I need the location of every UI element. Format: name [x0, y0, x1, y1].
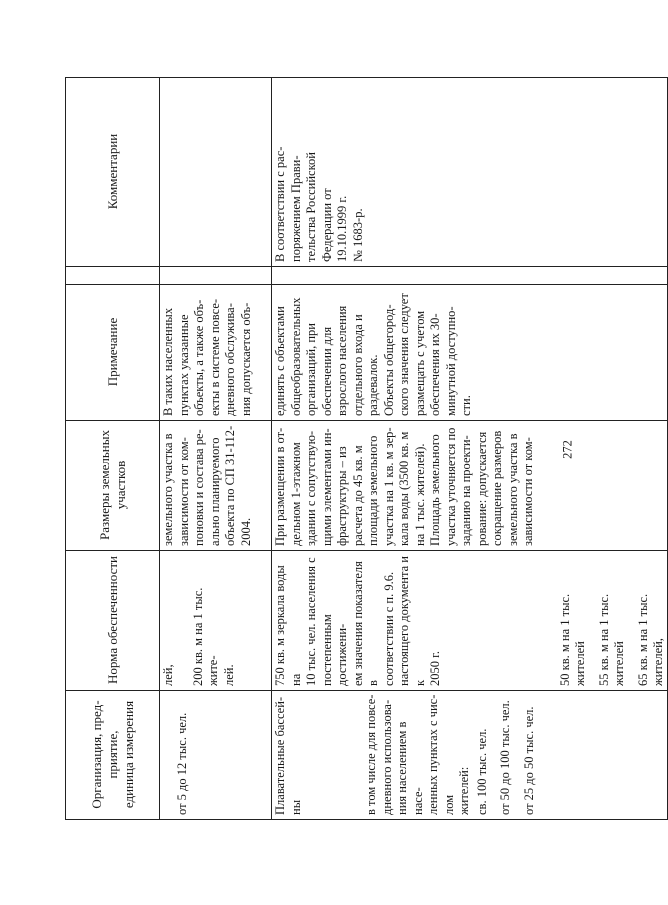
- standards-table: [65, 77, 668, 820]
- table-row: [160, 78, 272, 820]
- cell-organization: Плавательные бассей- ны в том числе для повсе- дневного использова- ния населением в насе- ленных пунктах с чис- лом жителей: св. 100 тыс. чел. от 50 до 100 тыс. чел. от 25 до 50 тыс. чел.: [272, 691, 668, 820]
- cell-comments: В соответствии с рас- поряжением Прави- тельства Российской Федерации от 19.10.1999 г. № 1683-р.: [272, 78, 668, 267]
- cell-norm: 750 кв. м зеркала воды на 10 тыс. чел. населения с постепенным достижени- ем значения показателя в соответствии с п. 9.6. настоящего документа и к 2050 г. 50 кв. м на 1 тыс. жителей 55 кв. м на 1 тыс. жителей 65 кв. м на 1 тыс. жителей,: [272, 551, 668, 691]
- cell-plot-size: При размещении в от- дельном 1-этажном здании с сопутствую- щими элементами ин- фраструктуры – из расчета до 45 кв. м площади земельного участка на 1 кв. м зер- кала воды (3500 кв. м на 1 тыс. жителей). Площадь земельного участка уточняется по заданию на проекти- рование: допускается сокращение размеров земельного участка в зависимости от ком-: [272, 421, 668, 551]
- header-comments: Комментарии: [66, 78, 160, 267]
- cell-note: В таких населенных пунктах указанные объекты, а также объ- екты в системе повсе- дневного обслужива- ния допускается объ-: [160, 285, 272, 421]
- header-plot-size: Размеры земельных участков: [66, 421, 160, 551]
- header-organization: Организация, пред- приятие, единица измерения: [66, 691, 160, 820]
- page-number: 272: [560, 440, 575, 459]
- cell-note: единять с объектами общеобразовательных организаций, при обеспечении для взрослого населения отдельного входа и раздевалок. Объекты общегород- ского значения следует размещать с учетом обеспечения их 30- минутной доступно- сти.: [272, 285, 668, 421]
- header-norm: Норма обеспеченности: [66, 551, 160, 691]
- cell-comments: [160, 78, 272, 267]
- cell-plot-size: земельного участка в зависимости от ком- поновки и состава ре- ально планируемого объекта по СП 31-112- 2004.: [160, 421, 272, 551]
- cell-norm: лей, 200 кв. м на 1 тыс. жите- лей.: [160, 551, 272, 691]
- header-note: Примечание: [66, 285, 160, 421]
- cell-organization: от 5 до 12 тыс. чел.: [160, 691, 272, 820]
- cell-spacer: [272, 267, 668, 285]
- cell-spacer: [160, 267, 272, 285]
- table-header-row: [66, 78, 160, 820]
- header-spacer: [66, 267, 160, 285]
- table-row: [272, 78, 668, 820]
